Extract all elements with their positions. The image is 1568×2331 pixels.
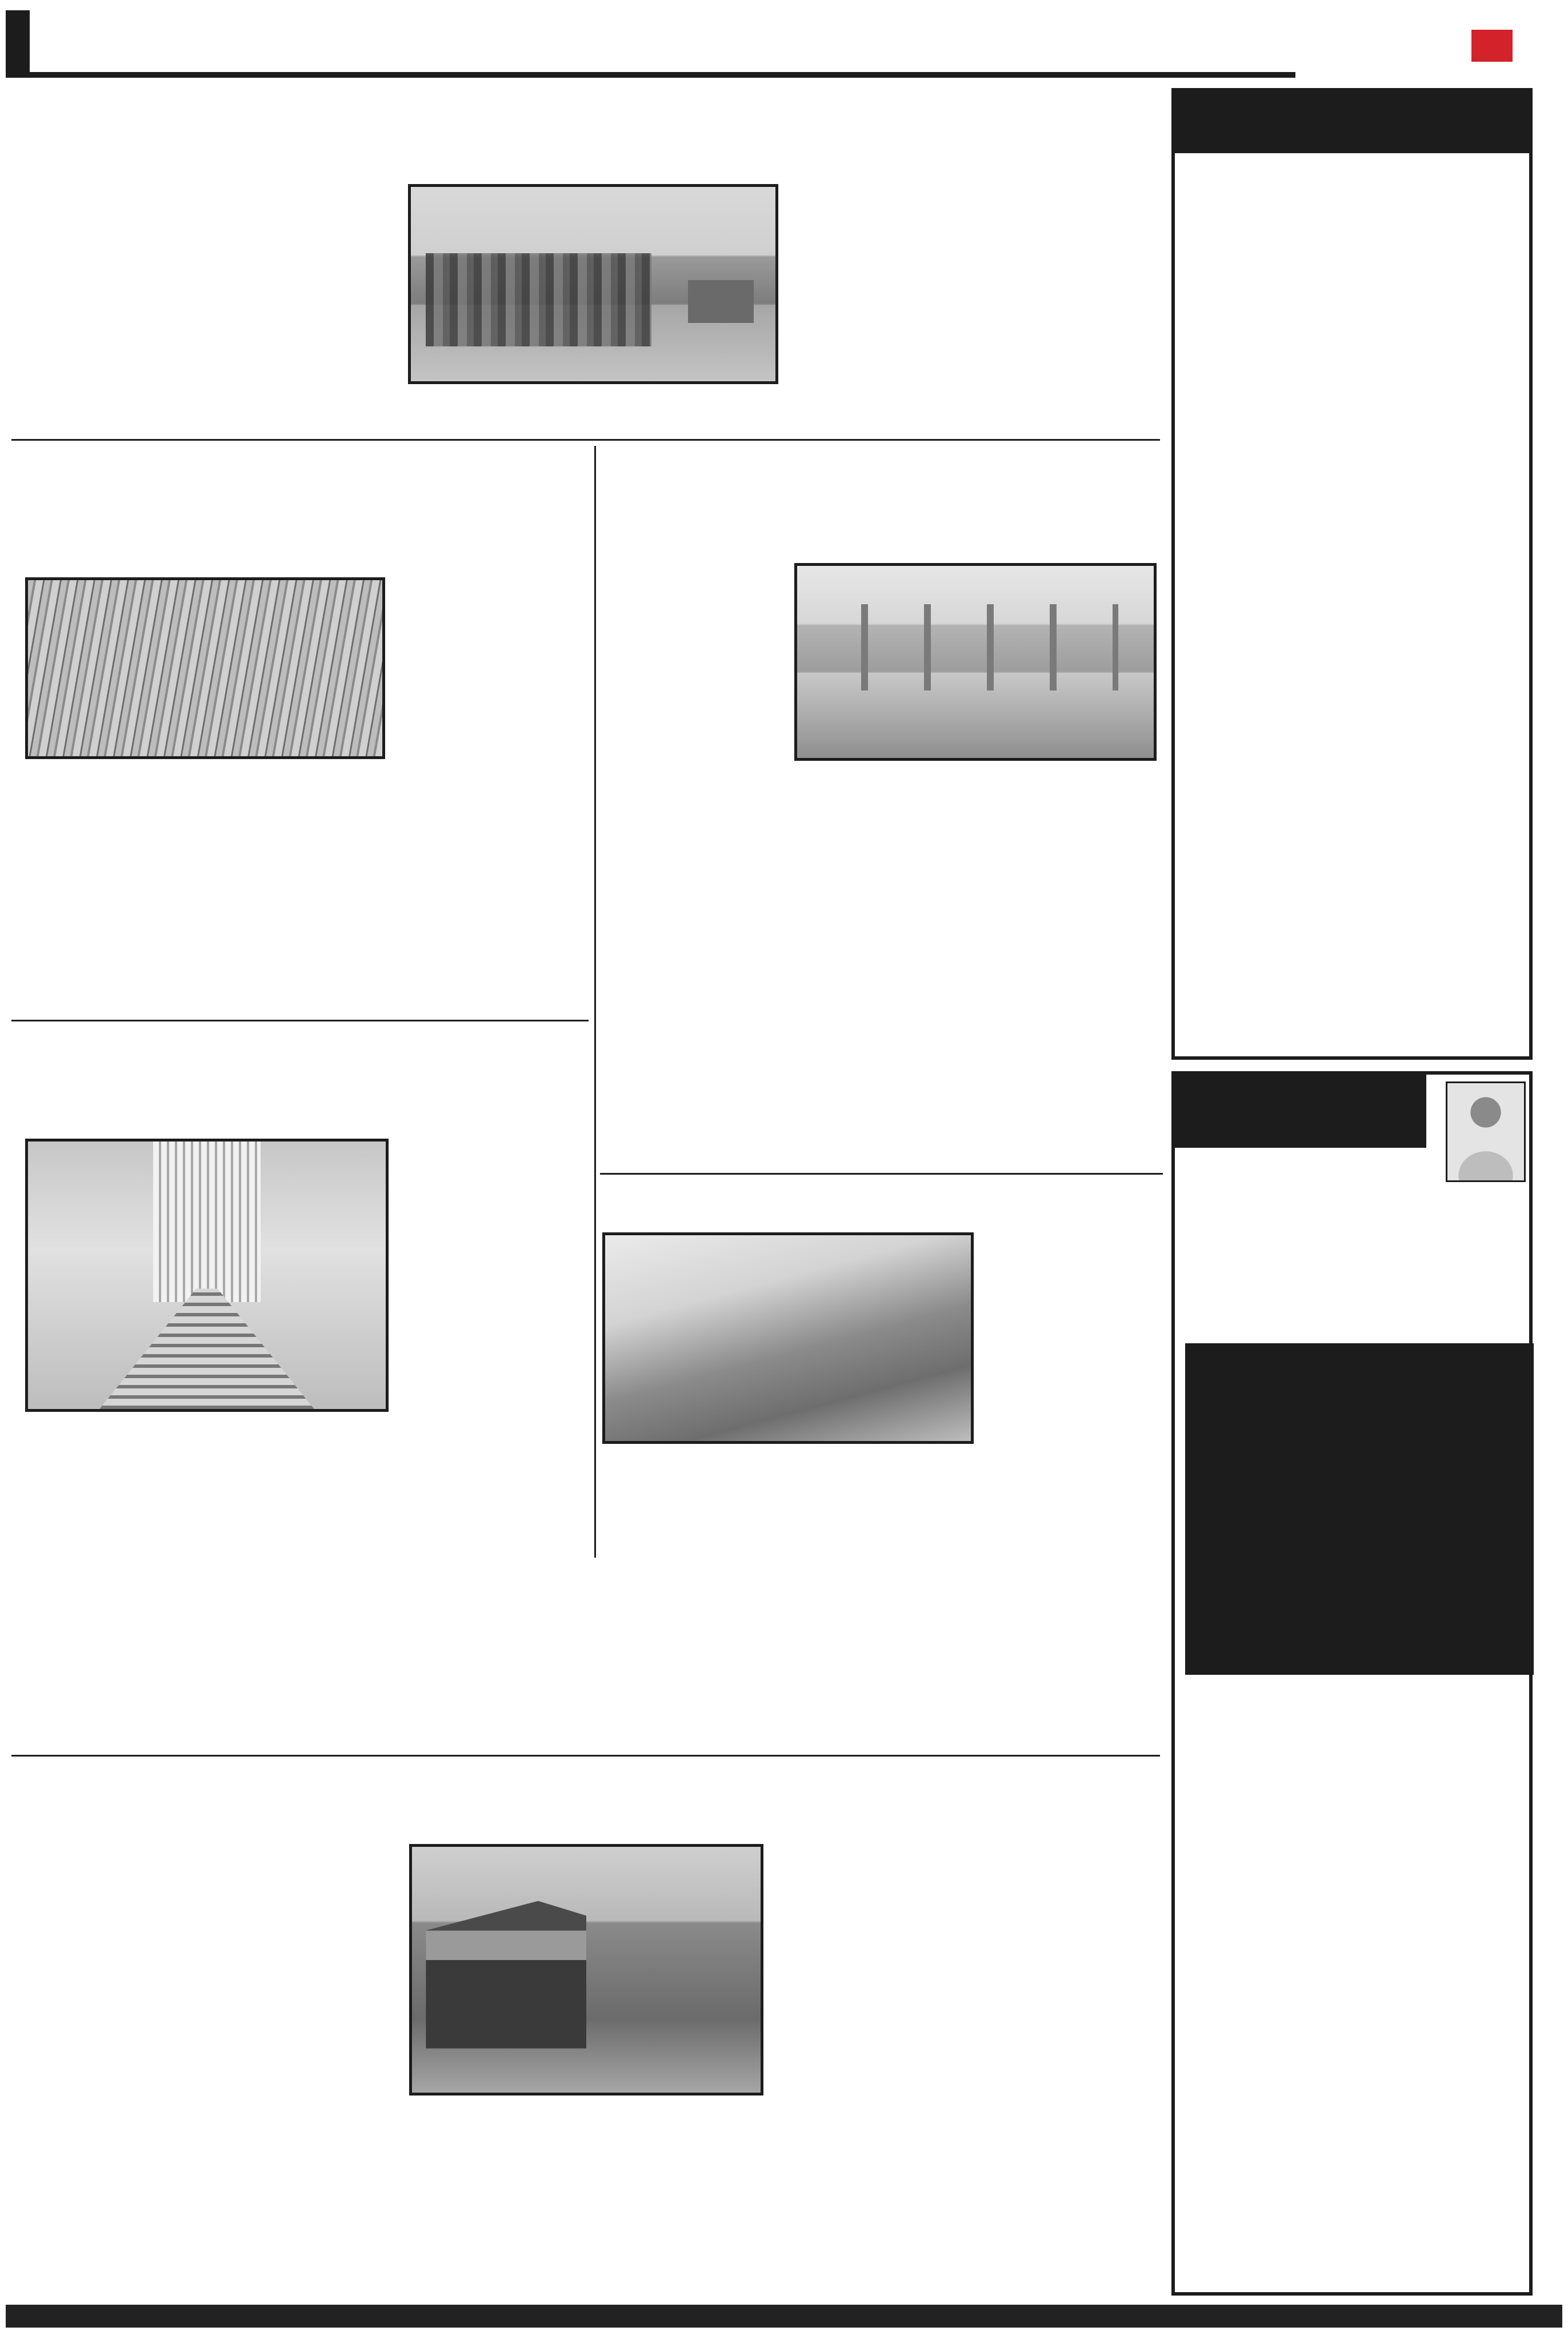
dinpanjika-box	[1171, 88, 1533, 1060]
article-amrit-bharat	[25, 1844, 1157, 2100]
rashiphal-title	[1175, 1075, 1426, 1148]
logo-badge	[1471, 30, 1513, 62]
divider	[11, 1755, 1160, 1757]
zodiac-grid	[1185, 1343, 1534, 1675]
divider	[600, 1173, 1163, 1175]
footer-imprint	[6, 2305, 1562, 2328]
masthead-rule	[30, 72, 1295, 78]
dinpanjika-source	[1175, 165, 1529, 170]
divider	[11, 1020, 589, 1021]
newspaper-logo[interactable]	[1326, 10, 1566, 78]
article-column	[407, 1844, 584, 2100]
rashiphal-box	[1171, 1071, 1533, 2296]
divider	[594, 446, 596, 1558]
article-pipeline	[605, 563, 1156, 764]
article-column	[218, 572, 395, 764]
article-column	[24, 184, 201, 397]
article-column	[605, 563, 782, 764]
article-column	[598, 1844, 775, 2100]
photo-mizoram-hills	[602, 1232, 974, 1444]
article-column	[217, 184, 394, 397]
dinpanjika-title	[1175, 91, 1529, 153]
divider	[11, 439, 1160, 441]
article-column	[411, 1139, 589, 1418]
article-column	[216, 1844, 393, 2100]
article-column	[991, 563, 1168, 764]
article-column	[991, 1231, 1168, 1448]
article-column	[797, 184, 974, 397]
article-column	[789, 1844, 966, 2100]
article-column	[798, 563, 975, 764]
astrologer-photo	[1446, 1081, 1526, 1182]
masthead	[6, 10, 1320, 78]
dinpanjika-text	[1175, 153, 1529, 165]
photo-drone-drill	[408, 184, 778, 384]
page-number	[6, 10, 30, 78]
photo-rail-bridge	[25, 1139, 389, 1412]
article-column	[25, 1844, 202, 2100]
